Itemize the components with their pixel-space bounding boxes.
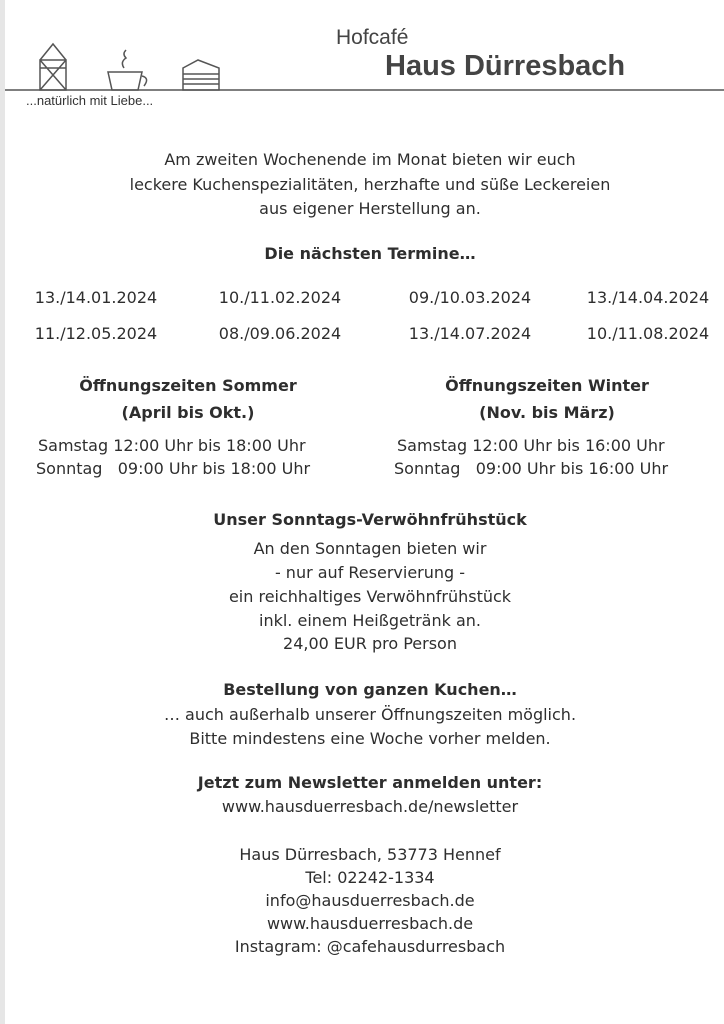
contact-address: Haus Dürresbach, 53773 Hennef [239, 845, 501, 864]
brunch-price: 24,00 EUR pro Person [283, 634, 457, 653]
date-item: 09./10.03.2024 [408, 288, 532, 307]
winter-hours-sat: Samstag 12:00 Uhr bis 16:00 Uhr [397, 436, 665, 455]
brunch-line: An den Sonntagen bieten wir [253, 539, 487, 558]
summer-period: (April bis Okt.) [121, 403, 255, 422]
winter-period: (Nov. bis März) [479, 403, 615, 422]
brunch-line: - nur auf Reservierung - [274, 563, 466, 582]
date-item: 13./14.07.2024 [408, 324, 532, 343]
date-item: 10./11.02.2024 [218, 288, 342, 307]
date-item: 11./12.05.2024 [34, 324, 158, 343]
newsletter-link[interactable]: www.hausduerresbach.de/newsletter [221, 797, 519, 816]
tower-icon [40, 44, 66, 90]
intro-line: leckere Kuchenspezialitäten, herzhafte und süße Leckereien [129, 175, 611, 194]
contact-website[interactable]: www.hausduerresbach.de [266, 914, 474, 933]
brunch-title: Unser Sonntags-Verwöhnfrühstück [213, 510, 527, 529]
page-edge [0, 0, 5, 1024]
summer-hours-sun: Sonntag 09:00 Uhr bis 18:00 Uhr [36, 459, 311, 478]
cakes-title: Bestellung von ganzen Kuchen… [223, 680, 517, 699]
contact-phone[interactable]: Tel: 02242-1334 [305, 868, 435, 887]
dates-heading: Die nächsten Termine… [264, 244, 476, 263]
intro-line: Am zweiten Wochenende im Monat bieten wir euch [164, 150, 576, 169]
brunch-line: ein reichhaltiges Verwöhnfrühstück [228, 587, 512, 606]
cakes-line: Bitte mindestens eine Woche vorher melden. [189, 729, 551, 748]
summer-hours-sat: Samstag 12:00 Uhr bis 18:00 Uhr [38, 436, 306, 455]
cake-icon [183, 60, 219, 90]
date-item: 08./09.06.2024 [218, 324, 342, 343]
slogan: ...natürlich mit Liebe... [26, 93, 154, 108]
coffee-cup-icon [108, 50, 147, 90]
winter-title: Öffnungszeiten Winter [445, 376, 649, 395]
brunch-line: inkl. einem Heißgetränk an. [259, 611, 481, 630]
brand-line1: Hofcafé [336, 26, 409, 49]
date-item: 13./14.01.2024 [34, 288, 158, 307]
summer-title: Öffnungszeiten Sommer [79, 376, 297, 395]
contact-email[interactable]: info@hausduerresbach.de [265, 891, 475, 910]
intro-line: aus eigener Herstellung an. [259, 199, 481, 218]
date-item: 10./11.08.2024 [586, 324, 710, 343]
cakes-line: … auch außerhalb unserer Öffnungszeiten möglich. [163, 705, 577, 724]
contact-instagram[interactable]: Instagram: @cafehausdurresbach [234, 937, 506, 956]
date-item: 13./14.04.2024 [586, 288, 710, 307]
winter-hours-sun: Sonntag 09:00 Uhr bis 16:00 Uhr [394, 459, 669, 478]
brand-line2: Haus Dürresbach [385, 50, 626, 82]
newsletter-title: Jetzt zum Newsletter anmelden unter: [197, 773, 543, 792]
